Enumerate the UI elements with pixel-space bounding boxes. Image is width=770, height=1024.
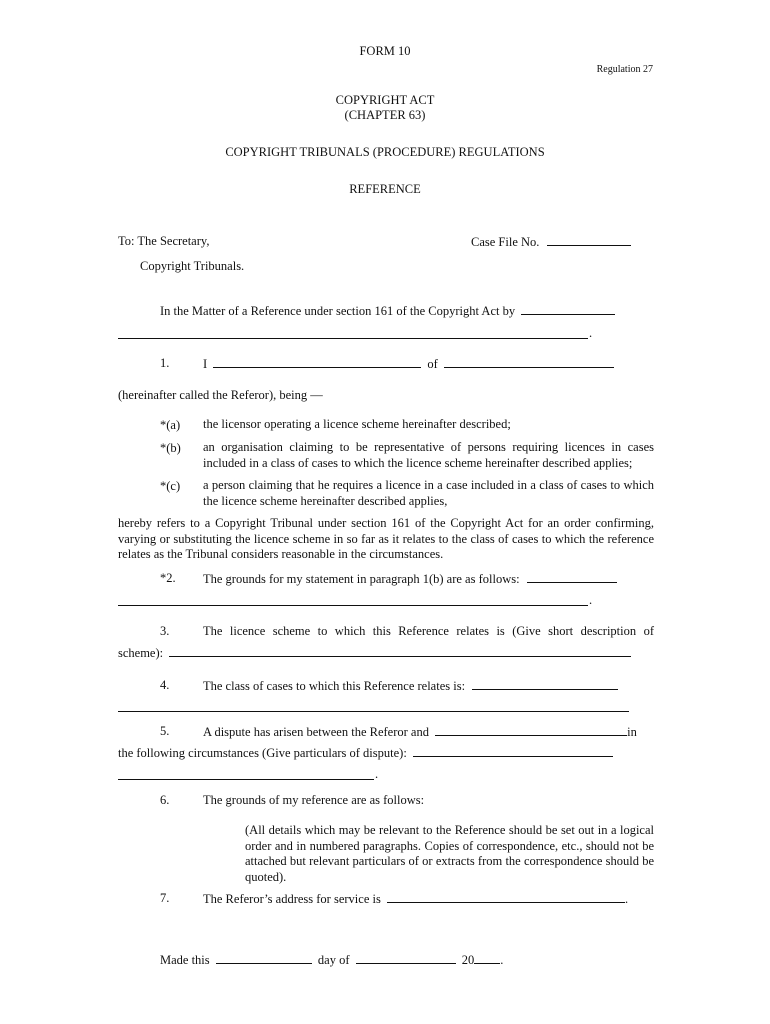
grounds-continuation-blank[interactable] — [118, 605, 588, 606]
option-a-text: the licensor operating a licence scheme hereinafter described; — [203, 417, 511, 431]
hereinafter-text: (hereinafter called the Referor), being — — [118, 388, 323, 402]
paragraph-5-text: A dispute has arisen between the Referor and — [203, 725, 429, 739]
referor-i-blank[interactable] — [213, 356, 421, 368]
option-a-mark: *(a) — [160, 418, 181, 432]
made-this-label: Made this — [160, 953, 210, 967]
regulations-title: COPYRIGHT TRIBUNALS (PROCEDURE) REGULATIONS — [225, 145, 545, 159]
grounds-statement-blank[interactable] — [527, 571, 617, 583]
paragraph-2-period: . — [589, 593, 593, 607]
paragraph-3-text: The licence scheme to which this Reference relates is (Give short description of — [203, 624, 654, 638]
dispute-continuation-blank[interactable] — [118, 779, 374, 780]
addressee-tribunal: Copyright Tribunals. — [140, 259, 245, 273]
made-month-blank[interactable] — [356, 952, 456, 964]
paragraph-6-note: (All details which may be relevant to the Reference should be set out in a logical order and in numbered paragraphs. Copies of correspondence, etc., should not be attached but relevant particulars of or extracts from the correspondence should be quoted). — [245, 823, 654, 884]
paragraph-2-number: *2. — [160, 571, 176, 585]
paragraph-6-text: The grounds of my reference are as follows: — [203, 793, 425, 807]
paragraph-7-period: . — [624, 892, 629, 906]
paragraph-5-circumstances-line — [118, 745, 613, 762]
class-of-cases-continuation-blank[interactable] — [118, 711, 629, 712]
day-of-label: day of — [317, 953, 350, 967]
form-number: FORM 10 — [359, 44, 411, 58]
of-label: of — [427, 357, 438, 371]
paragraph-5-in: in — [627, 725, 637, 739]
paragraph-1-number: 1. — [160, 356, 170, 370]
paragraph-3-number: 3. — [160, 624, 170, 638]
addressee: To: The Secretary, — [118, 234, 210, 248]
paragraph-3-line — [118, 645, 631, 662]
made-this-line — [160, 952, 503, 969]
regulation-reference: Regulation 27 — [596, 64, 653, 75]
made-period: . — [500, 953, 504, 967]
paragraph-2-line — [203, 571, 617, 588]
hereby-refers-text: hereby refers to a Copyright Tribunal under section 161 of the Copyright Act for an order confirming, varying or substituting the licence scheme in so far as it relates to the class of cases to which the reference relates as the Tribunal considers reasonable in the circumstances. — [118, 516, 654, 561]
referor-of-blank[interactable] — [444, 356, 614, 368]
address-for-service-blank[interactable] — [387, 891, 625, 903]
matter-line — [160, 303, 615, 320]
year-prefix: 20 — [461, 953, 475, 967]
option-b-text: an organisation claiming to be representative of persons requiring licences in cases included in a class of cases to which the licence scheme hereinafter described applies; — [203, 440, 654, 470]
dispute-particulars-blank[interactable] — [413, 745, 613, 757]
paragraph-7-line — [203, 891, 628, 908]
paragraph-5-period: . — [375, 767, 379, 781]
paragraph-4-text: The class of cases to which this Reference relates is: — [203, 679, 466, 693]
option-c-text: a person claiming that he requires a licence in a case included in a class of cases to which the licence scheme hereinafter described applies, — [203, 478, 654, 508]
paragraph-4-number: 4. — [160, 678, 170, 692]
paragraph-5-number: 5. — [160, 724, 170, 738]
matter-period: . — [589, 326, 593, 340]
matter-continuation-blank[interactable] — [118, 338, 588, 339]
dispute-party-blank[interactable] — [435, 724, 627, 736]
option-b-mark: *(b) — [160, 441, 181, 455]
act-title: COPYRIGHT ACT — [335, 93, 435, 107]
paragraph-7-number: 7. — [160, 891, 170, 905]
paragraph-1-line — [203, 356, 614, 373]
made-year-blank[interactable] — [474, 952, 500, 964]
paragraph-5-line — [203, 724, 637, 741]
paragraph-2-text: The grounds for my statement in paragraph 1(b) are as follows: — [203, 572, 520, 586]
paragraph-4-line — [203, 678, 618, 695]
paragraph-7-text: The Referor’s address for service is — [203, 892, 381, 906]
matter-text: In the Matter of a Reference under section 161 of the Copyright Act by — [160, 304, 516, 318]
scheme-description-blank[interactable] — [169, 645, 631, 657]
option-c-mark: *(c) — [160, 479, 181, 493]
scheme-label: scheme): — [118, 646, 164, 660]
case-file-blank[interactable] — [547, 234, 631, 246]
referor-name-blank[interactable] — [521, 303, 615, 315]
paragraph-6-number: 6. — [160, 793, 170, 807]
case-file-number — [471, 234, 631, 251]
referor-i-label: I — [203, 357, 208, 371]
circumstances-label: the following circumstances (Give particulars of dispute): — [118, 746, 407, 760]
case-file-label: Case File No. — [471, 235, 540, 249]
chapter-title: (CHAPTER 63) — [344, 108, 426, 122]
class-of-cases-blank[interactable] — [472, 678, 618, 690]
made-day-blank[interactable] — [216, 952, 312, 964]
document-title: REFERENCE — [349, 182, 421, 196]
